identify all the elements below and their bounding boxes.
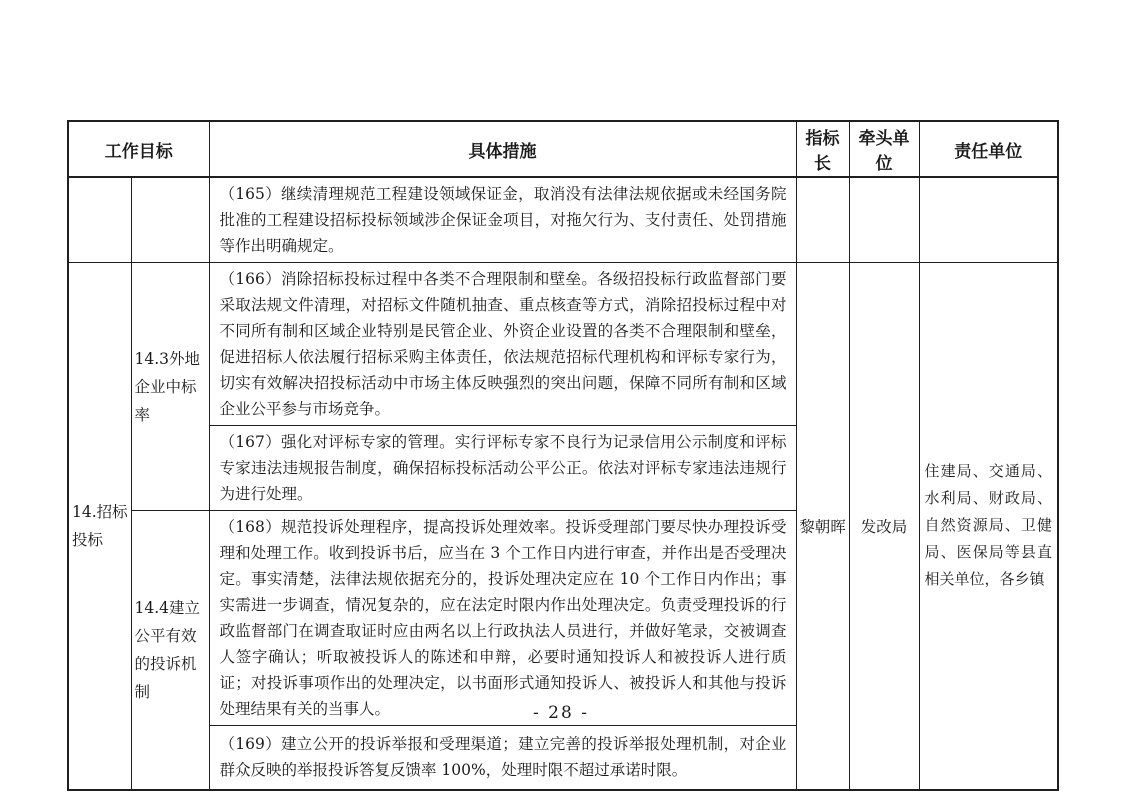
table-header-row xyxy=(68,121,1058,177)
table-row-measure-165 xyxy=(68,177,1058,263)
subgoal-cell-14-3: 14.3外地企业中标率 xyxy=(131,263,209,511)
subgoal-cell-empty xyxy=(131,177,209,263)
responsible-unit-cell: 住建局、交通局、水利局、财政局、自然资源局、卫健局、医保局等县直相关单位，各乡镇 xyxy=(919,263,1058,790)
header-lead-unit: 牵头单位 xyxy=(849,121,919,177)
measure-cell-165: （165）继续清理规范工程建设领域保证金，取消没有法律法规依据或未经国务院批准的工程建设招标投标领域涉企保证金项目，对拖欠行为、支付责任、处罚措施等作出明确规定。 xyxy=(209,177,796,263)
goal-cell-empty xyxy=(68,177,131,263)
indicator-chief-cell: 黎朝晖 xyxy=(796,263,849,790)
lead-unit-cell: 发改局 xyxy=(849,263,919,790)
measure-cell-169: （169）建立公开的投诉举报和受理渠道；建立完善的投诉举报处理机制，对企业群众反映的举报投诉答复反馈率 100%，处理时限不超过承诺时限。 xyxy=(209,726,796,790)
header-responsible-unit: 责任单位 xyxy=(919,121,1058,177)
measure-cell-168: （168）规范投诉处理程序，提高投诉处理效率。投诉受理部门要尽快办理投诉受理和处理工作。收到投诉书后，应当在 3 个工作日内进行审查，并作出是否受理决定。事实清楚，法律法规依据充分的，投诉处理决定应在 10 个工作日内作出；事实需进一步调查，情况复杂的，应在法定时限内作出处理决定。负责受理投诉的行政监督部门在调查取证时应由两名以上行政执法人员进行，并做好笔录，交被调查人签字确认；听取被投诉人的陈述和申辩，必要时通知投诉人和被投诉人进行质证；对投诉事项作出的处理决定，以书面形式通知投诉人、被投诉人和其他与投诉处理结果有关的当事人。 xyxy=(209,511,796,726)
subgoal-cell-14-4: 14.4建立公平有效的投诉机制 xyxy=(131,511,209,790)
header-indicator-chief: 指标长 xyxy=(796,121,849,177)
measure-cell-166: （166）消除招标投标过程中各类不合理限制和壁垒。各级招投标行政监督部门要采取法规文件清理，对招标文件随机抽查、重点核查等方式，消除招投标过程中对不同所有制和区域企业特别是民管企业、外资企业设置的各类不合理限制和壁垒，促进招标人依法履行招标采购主体责任，依法规范招标代理机构和评标专家行为，切实有效解决招投标活动中市场主体反映强烈的突出问题，保障不同所有制和区域企业公平参与市场竞争。 xyxy=(209,263,796,426)
work-plan-table xyxy=(67,120,1059,791)
responsible-unit-cell-empty xyxy=(919,177,1058,263)
header-measures: 具体措施 xyxy=(209,121,796,177)
measure-cell-167: （167）强化对评标专家的管理。实行评标专家不良行为记录信用公示制度和评标专家违法违规报告制度，确保招标投标活动公平公正。依法对评标专家违法违规行为进行处理。 xyxy=(209,426,796,511)
page-number: - 28 - xyxy=(533,703,589,723)
header-work-goal: 工作目标 xyxy=(68,121,209,177)
lead-unit-cell-empty xyxy=(849,177,919,263)
goal-cell-bidding: 14.招标投标 xyxy=(68,263,131,790)
table-row-measure-166 xyxy=(68,263,1058,426)
indicator-chief-cell-empty xyxy=(796,177,849,263)
